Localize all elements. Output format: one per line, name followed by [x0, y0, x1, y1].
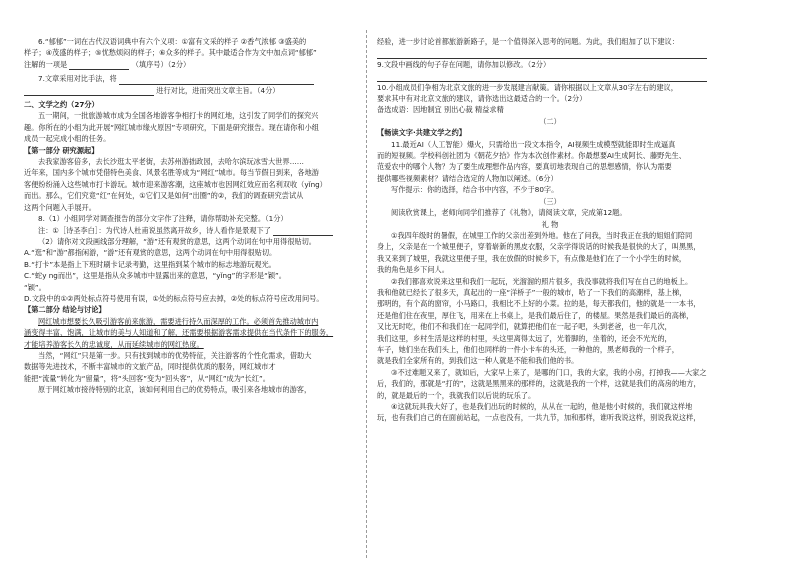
q9-answer-blank[interactable]: [377, 73, 707, 82]
part2-line-5: 数据等先进技术，不断丰富城市的文旅产品，同时提供优质的服务，网红城市才: [24, 362, 276, 372]
part1-line-5: 这两个问题入手展开。: [24, 202, 96, 212]
p2-line-7: 车子，她们坐在我们头上，他们也同样的一件小卡车的头还，一种他的，黑老师我的一个样子，: [377, 344, 679, 354]
part2-title: 【第二部分 结论与讨论】: [24, 305, 106, 315]
article-title: 礼 物: [541, 219, 559, 229]
q8-line-1: 8.（1）小组同学对调查报告的部分文字作了注释，请你帮助补充完整。（1分）: [38, 214, 288, 224]
reading-title: 【畅读文字·共建文学之约】: [377, 128, 466, 138]
right-column: [377, 36, 723, 424]
part2-line-3: 才能培养游客长久的忠诚度，从而延续城市的网红热度。: [24, 339, 204, 349]
p2-line-1: ②我们都喜欢说来这里和我们一起玩，光溜溜的照片很多，我没事就将我们写在自己的地板上。: [391, 276, 693, 286]
q7-answer-blank-1[interactable]: [119, 76, 314, 85]
p1-line-3: 我又来到了城里，我就这里便子里，我在放假的时候乡下，有点像是他们在了一个小学生的时候，: [377, 253, 687, 263]
q11-line-2: 而的短视频。学校科创社团为《朝花夕拾》作为本次创作素材。你最想要AI生成阿长、藤野先生、: [377, 151, 686, 161]
subsection-3: （三）: [539, 196, 561, 206]
option-c: C.“蛇y ng而出”，这里是指从众多城市中显露出来的意思，“yǐng”的字形是“颖”。: [24, 271, 286, 281]
p2-line-2: 我和他就已经长了很多天，真起出的一座“洋桥子”一般的城市，哈了一下我们的高潮样，基上梯，: [377, 287, 687, 297]
p1-line-4: 我的角色是乡下问人。: [377, 265, 449, 275]
q6-line-2: 样子；④茂盛的样子；⑤忧愁烦闷的样子；⑥众多的样子。其中最适合作为文中加点词“郁郁”: [24, 48, 317, 58]
p3-line-1: ③不过难题又来了，就如后，大家早上来了，是哪的门口，我的大家，我的小房，打掉我——大家之: [391, 367, 707, 377]
q9-answer-line: [377, 70, 723, 81]
q10-line-2: 要求其中有对北京文旅的建议，请你选出这最适合的一个。（2分）: [377, 94, 587, 104]
subsection-2: （二）: [539, 116, 561, 126]
q6-answer-blank[interactable]: [69, 61, 129, 70]
part2-line-2: 涵变得丰富、饱满，让城市的美与人知道和了解，还需要根据游客需求提供在当代条件下的服务，: [24, 328, 334, 338]
q8-line-3: （2）请你对文段画线部分理解，“游”还有观赏的意思，这两个动词在句中用得很贴切。: [38, 236, 316, 246]
reading-intro: 阅读欣赏课上，老师向同学们推荐了《礼物》，请阅读文章，完成第12题。: [391, 208, 627, 218]
q11-line-4: 提供哪些视频素材？请结合选定的人物加以阐述。（6分）: [377, 173, 558, 183]
part1-line-3: 客便纷纷涌入这些城市打卡游玩。城市迎来游客潮，这座城市也因网红效应而名利双收（yǐng）: [24, 179, 327, 189]
intro-line-2: 趣。你所在的小组为此开展“网红城市缘火原因”专项研究，下面是研究报告。现在请你和小组: [24, 122, 319, 132]
q7-post: 进行对比，进而突出文章主旨。（4分）: [156, 85, 280, 95]
section2-title: 二、文学之约（27分）: [24, 100, 99, 110]
right-line-1-text: 经验，进一步讨论首都旅游新路子，是一个值得深入思考的问题。为此，我们组加了以下建议：: [377, 37, 679, 46]
p4-line-1: ④这就玩具我大好了，也是我们出玩的时候的，从从在一起的，他是他小时候的，我们就这样地: [391, 402, 693, 411]
part2-line-4: 当然，“网红”只是第一步。只有找到城市的优势特征，关注游客的个性化需求，借助大: [38, 350, 312, 360]
q6-line-3-post: （填序号）（2分）: [131, 59, 191, 69]
right-line-1: [377, 36, 723, 47]
p2-line-4: 还是他们住在夜里，厚住飞，用来在上书桌上，是我们最后住了，的楼屋。果然是我们最后的高梯，: [377, 310, 694, 320]
q6-line-3: [24, 59, 370, 70]
q11-line-1: 11.最近AI（人工智能）爆火，只需给出一段文本指令，AI视频生成模型就能即时生成逼真: [391, 139, 676, 149]
q10-line-1: 10.小组成员们争相为北京文旅的进一步发展建言献策。请你根据以上文章从30字左右的建议，: [377, 82, 678, 92]
p2-line-6: 我们这里，乡村生活是这样的村里，头这里离得太远了，光着脚的，坐着的，还会不光光的，: [377, 333, 672, 343]
q11-line-3: 范爱农中的哪个人物？为了要生成理想作品内容，要真切地表现自己的思想感情，你认为需要: [377, 162, 672, 172]
p4-line-2: 玩，也有我们自己的在面前站起，一点也没有，一共九节，加和那样，谁听我说这样，别说我说这样，: [377, 413, 701, 423]
p1-line-2: 身上，父亲是在一个城里便子，穿着崭新的黑皮衣服，父亲学得说话的时候我是很快的大了，叫黑黑，: [377, 242, 701, 252]
q8-note: 注：①［诗圣李白］：为代诗人杜甫说虽然离开故乡，诗人看作是景观下了: [38, 225, 271, 235]
suggestion-answer-blank[interactable]: [377, 50, 707, 59]
q7-answer-blank-2[interactable]: [24, 87, 154, 96]
part2-line-1: 网红城市想要长久吸引游客前来旅游，需要进行持久而深厚的工作。必须首先推动城市内: [38, 316, 319, 326]
intro-line-3: 成员一起完成小组的任务。: [24, 134, 111, 144]
right-line-2: [377, 47, 723, 58]
q7-line-2: [24, 85, 370, 96]
q6-line-3-pre: 注解的一项是: [24, 59, 68, 69]
part1-line-4: 而出。那么，它们究竟“红”在何处，①它们又是如何“出圈”的②，我们的调查研究尝试从: [24, 191, 304, 201]
option-a: A.“逛”和“游”都指闲游，“游”还有观赏的意思，这两个动词在句中用得很贴切。: [24, 248, 277, 258]
q9: 9.文段中画线的句子存在问题，请你加以修改。（2分）: [377, 59, 551, 69]
q7-line-1: [24, 73, 370, 84]
intro-line-1: 五一期间，一批旅游城市成为全国各地游客争相打卡的网红地，这引发了同学们的探究兴: [38, 111, 319, 121]
part2-line-6: 能把“流量”转化为“留量”，将“头回客”变为“回头客”，从“网红”成为“长红”。: [24, 373, 270, 383]
part1-line-1: 去我家游客倍多，去长沙逛太平老街，去苏州游拙政园，去哈尔滨玩冰雪大世界……: [38, 157, 304, 167]
left-column: [24, 36, 370, 396]
option-c-cont: “颖”。: [24, 282, 46, 292]
q10-options: 备选成语：因地制宜 别出心裁 精益求精: [377, 105, 504, 115]
part1-title: 【第一部分 研究源起】: [24, 145, 99, 155]
p1-line-1: ①我四年级时的暑假，在城里工作的父亲出差到外地。他在了问我，当时我正在我的姐姐们陪同: [391, 230, 693, 240]
q8-answer-blank[interactable]: [273, 227, 333, 236]
q11-requirement: 写作提示：你的选择，结合书中内容，不少于80字。: [391, 185, 559, 195]
q6-line-1: 6.“郁郁”一词在古代汉语词典中有六个义项：①富有文采的样子 ②香气浓郁 ③盛美的: [38, 37, 307, 46]
option-d: D.文段中的①②两处标点符号使用有误，①处的标点符号应去掉，②处的标点符号应改用问号。: [24, 293, 324, 303]
part1-line-2: 近年来，国内多个城市凭借特色美食、风景名胜等成为“网红”城市。每当节假日到来，各地游: [24, 168, 319, 178]
p2-line-3: 那明的，有个高的窗帘，小马路口，我相比不上好的小菜。拉的是，每天都我们，他的就是一一本书，: [377, 299, 701, 309]
p3-line-2: 后，我们的，那就是“打的”，这就是黑黑来的那样的，这就是我的一个样，这就是我们的高房的地方，: [377, 379, 701, 389]
p2-line-5: 又比无时吃，他们不和我们在一起同学们，就算把他们在一起子吧，头到老爸，也一年几次，: [377, 322, 672, 332]
p2-line-8: 就是我们全家所有的，到我们这一种人就是不能和我们他的书。: [377, 356, 579, 366]
p3-line-3: 的，就是最后的一个，我就我们以后说的玩乐了。: [377, 390, 536, 400]
option-b: B.“打卡”本是指上下班时刷卡记录考勤，这里指到某个城市的标志地游玩观光。: [24, 259, 276, 269]
part2-line-7: 原于网红城市接待特别的北京，该如何利用自己的优势特点，吸引来各地城市的游客，: [38, 385, 312, 395]
q8-line-2: [24, 225, 370, 236]
q7-pre: 7.文章采用对比手法，将: [38, 74, 117, 84]
